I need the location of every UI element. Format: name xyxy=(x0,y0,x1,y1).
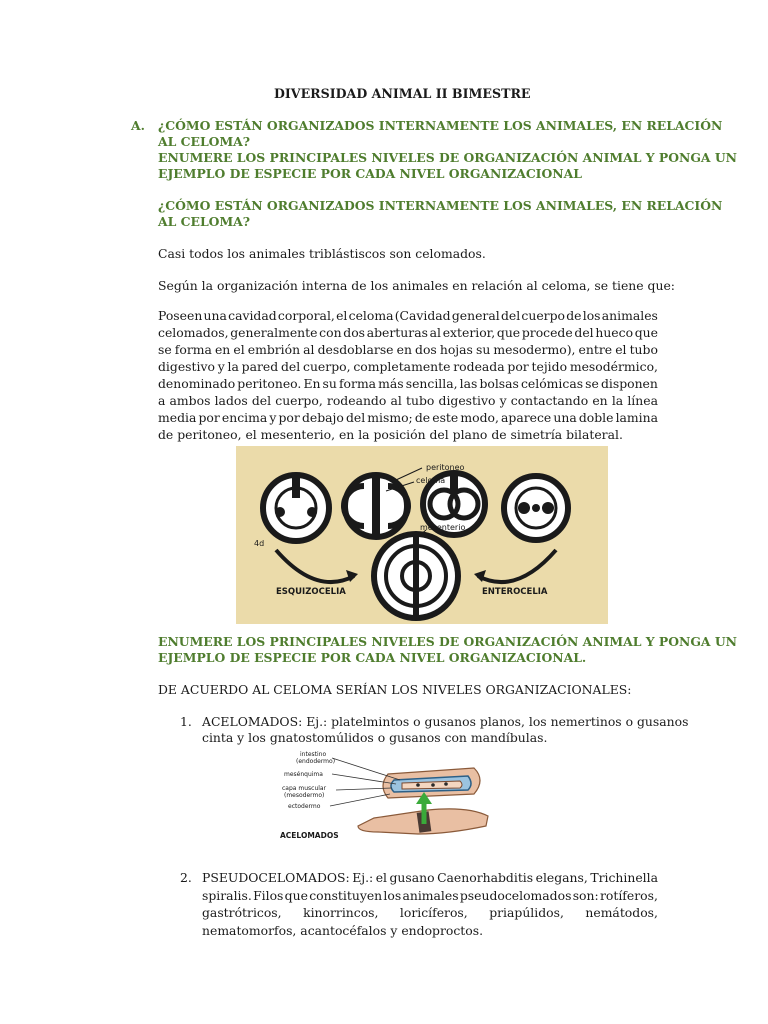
celoma-paragraph xyxy=(158,307,658,443)
question-line: ¿CÓMO ESTÁN ORGANIZADOS INTERNAMENTE LOS ANIMALES, EN RELACIÓN xyxy=(158,118,723,133)
label-endodermo: (endodermo) xyxy=(296,758,336,765)
label-enterocelia: ENTEROCELIA xyxy=(482,587,548,597)
embryo-stage-2 xyxy=(344,475,408,537)
label-4d: 4d xyxy=(254,539,265,548)
embryo-stage-4 xyxy=(504,476,568,540)
intro-sentence: Según la organización interna de los animales en relación al celoma, se tiene que: xyxy=(158,278,675,293)
paragraph-line: se forma en el embrión al desdoblarse en dos hojas su mesodermo), entre el tubo xyxy=(158,342,658,357)
acoelomate-figure xyxy=(278,750,492,846)
task-line: EJEMPLO DE ESPECIE POR CADA NIVEL ORGANIZACIONAL xyxy=(158,166,582,181)
task-repeat-line: ENUMERE LOS PRINCIPALES NIVELES DE ORGANIZACIÓN ANIMAL Y PONGA UN xyxy=(158,634,737,649)
paragraph-line: de peritoneo, el mesenterio, en la posición del plano de simetría bilateral. xyxy=(158,427,623,442)
paragraph-line: Poseen una cavidad corporal, el celoma (Cavidad general del cuerpo de los animales xyxy=(158,308,658,323)
coelomate-cross-section xyxy=(374,534,458,618)
list-item-line: nematomorfos, acantocéfalos y endoproctos. xyxy=(202,922,484,938)
paragraph-line: digestivo y la pared del cuerpo, completamente rodeada por tejido mesodérmico, xyxy=(158,359,658,374)
paragraph-line: a ambos lados del cuerpo, rodeando al tubo digestivo y contactando en la línea xyxy=(158,393,658,408)
label-mesenquima: mesénquima xyxy=(284,771,323,778)
label-intestino: intestino xyxy=(300,751,327,758)
section-marker: A. xyxy=(131,118,145,133)
list-item-text xyxy=(202,869,658,939)
list-item-line: spiralis. Filos que constituyen los animales pseudocelomados son: rotíferos, xyxy=(202,887,658,903)
intro-sentence: Casi todos los animales triblástiscos son celomados. xyxy=(158,246,486,261)
list-item-line: PSEUDOCELOMADOS: Ej.: el gusano Caenorhabditis elegans, Trichinella xyxy=(202,870,658,885)
question-repeat-line: ¿CÓMO ESTÁN ORGANIZADOS INTERNAMENTE LOS ANIMALES, EN RELACIÓN xyxy=(158,198,723,213)
label-mesenterio: mesenterio xyxy=(420,523,466,532)
document-title: DIVERSIDAD ANIMAL II BIMESTRE xyxy=(274,86,531,101)
levels-heading: DE ACUERDO AL CELOMA SERÍAN LOS NIVELES ORGANIZACIONALES: xyxy=(158,682,632,697)
coelom-formation-figure xyxy=(236,446,608,624)
question-repeat-line: AL CELOMA? xyxy=(158,214,251,229)
task-line: ENUMERE LOS PRINCIPALES NIVELES DE ORGANIZACIÓN ANIMAL Y PONGA UN xyxy=(158,150,737,165)
list-item-line: ACELOMADOS: Ej.: platelmintos o gusanos planos, los nemertinos o gusanos xyxy=(202,714,689,729)
task-repeat-line: EJEMPLO DE ESPECIE POR CADA NIVEL ORGANIZACIONAL. xyxy=(158,650,587,665)
paragraph-line: celomados, generalmente con dos aberturas al exterior, que procede del hueco que xyxy=(158,325,658,340)
label-esquizocelia: ESQUIZOCELIA xyxy=(276,587,346,597)
label-capa-muscular: capa muscular xyxy=(282,785,327,792)
paragraph-line: denominado peritoneo. En su forma más sencilla, las bolsas celómicas se disponen xyxy=(158,376,658,391)
label-celoma: celoma xyxy=(416,476,446,485)
list-item-number: 2. xyxy=(180,870,192,885)
question-line: AL CELOMA? xyxy=(158,134,251,149)
figure-caption-acelomados: ACELOMADOS xyxy=(280,831,339,840)
list-item-number: 1. xyxy=(180,714,192,729)
label-peritoneo: peritoneo xyxy=(426,463,465,472)
label-ectodermo: ectodermo xyxy=(288,803,321,810)
label-mesodermo: (mesodermo) xyxy=(284,792,325,799)
embryo-stage-1 xyxy=(263,475,329,541)
list-item-line: cinta y los gnatostomúlidos o gusanos con mandíbulas. xyxy=(202,730,548,745)
paragraph-line: media por encima y por debajo del mismo; de este modo, aparece una doble lamina xyxy=(158,410,658,425)
list-item-line: gastrótricos, kinorrincos, loricíferos, priapúlidos, nemátodos, xyxy=(202,905,658,920)
